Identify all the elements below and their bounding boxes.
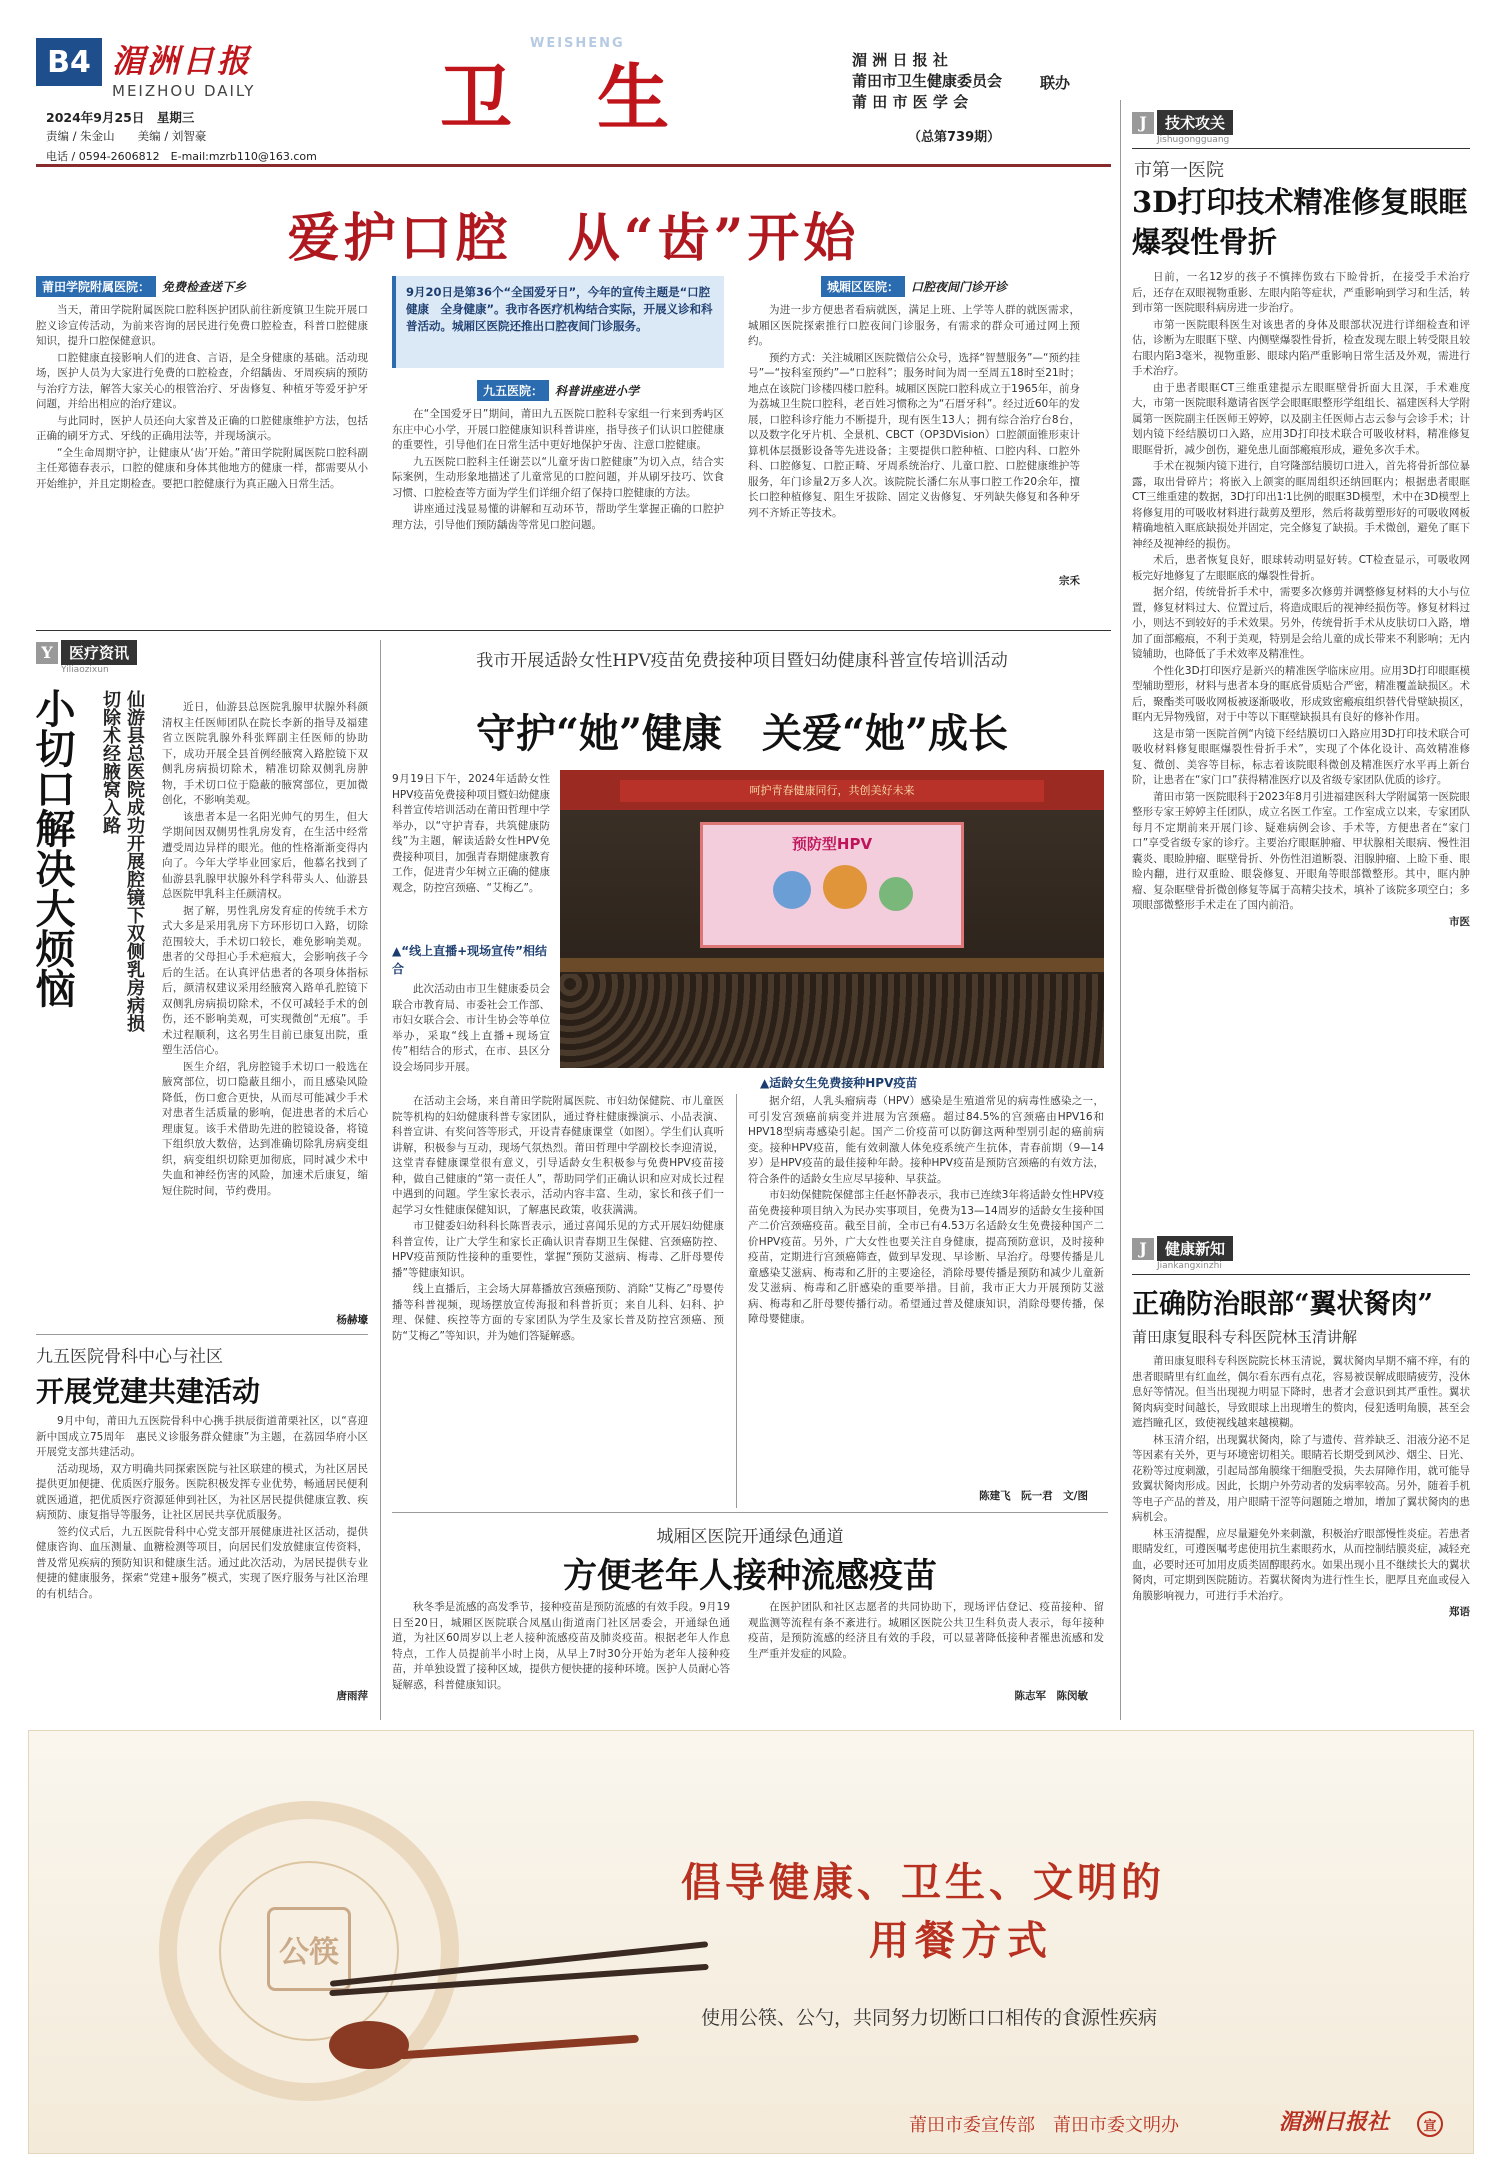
eye-body [1132, 1354, 1470, 1700]
paragraph: 莆田市第一医院眼科于2023年8月引进福建医科大学附属第一医院眼整形专家王婷婷主任团队，成立名医工作室。工作室成立以来，专家团队每月不定期前来开展门诊、疑难病例会诊、手术等，方便患者在“家门口”享受省级专家的诊疗。主要治疗眼眶肿瘤、甲状腺相关眼病、慢性泪囊炎、眼睑肿瘤、眶壁骨折、外伤性泪道断裂、泪腺肿瘤、上睑下垂、眼睑内翻，进行双重睑、眼袋修复、开眼角等眼部微整形。其中，眶内肿瘤、复杂眶壁骨折微创修复等属于高精尖技术，填补了该院多项空白；多项眼部微整形手术走在了国内前沿。 [1132, 790, 1470, 911]
news-badge-letter: Y [36, 642, 58, 664]
hpv-byline: 陈建飞 阮一君 文/图 [979, 1490, 1088, 1502]
hpv-photo-caption: ▲适龄女生免费接种HPV疫苗 [760, 1076, 918, 1090]
party-headline: 开展党建共建活动 [36, 1375, 261, 1408]
paragraph: 林玉清提醒，应尽量避免外来刺激，积极治疗眼部慢性炎症。若患者眼睛发红，可遵医嘱考虑使用抗生素眼药水，从而控制结膜炎症，减轻充血，必要时还可加用皮质类固醇眼药水。如果出现小且不继续长大的翼状胬肉，可定期到医院随访。若翼状胬肉为进行性生长，肥厚且充血或侵入角膜影响视力，可进行手术治疗。 [1132, 1527, 1470, 1602]
paragraph: 为进一步方便患者看病就医，满足上班、上学等人群的就医需求，城厢区医院探索推行口腔夜间门诊服务，有需求的群众可通过网上预约。 [748, 304, 1080, 347]
paragraph: 手术在视频内镜下进行，自穹隆部结膜切口进入，首先将骨折部位暴露，取出骨碎片；将嵌入上颌窦的眶周组织还纳回眶内；根据患者眼眶CT三维重建的数据，3D打印出1∶1比例的眼眶3D模型，术中在3D模型上将修复用的可吸收材料进行裁剪及塑形，然后将裁剪塑形好的可吸收网板精确地植入眶底缺损处并固定，完全修复了缺损。手术微创，避免了眶下神经及视神经的损伤。 [1132, 460, 1470, 550]
tech-kicker: 市第一医院 [1134, 160, 1224, 181]
party-body [36, 1414, 368, 1704]
paragraph: 口腔健康直接影响人们的进食、言语，是全身健康的基础。活动现场，医护人员为大家进行免费的口腔检查，介绍龋齿、牙周疾病的预防与治疗方法，解答大家关心的根管治疗、牙齿修复、种植牙等爱牙护牙问题，并给出相应的治疗建议。 [36, 351, 368, 410]
lead-col2-sub: 科普讲座进小学 [555, 384, 640, 398]
ad-stamp: 公筷 [267, 1907, 351, 1991]
paragraph: 医生介绍，乳房腔镜手术切口一般选在腋窝部位，切口隐蔽且细小，而且感染风险降低，伤口愈合更快，从而尽可能减少手术对患者生活质量的影响，促进患者的术后心理康复。该手术借助先进的腔镜设备，将镜下组织放大数倍，达到准确切除乳房病变组织，病变组织切除更加彻底，同时减少术中失血和神经伤害的风险，加速术后康复，缩短住院时间，节约费用。 [162, 1060, 368, 1197]
ad-panel [28, 1730, 1474, 2154]
ad-headline-1: 倡导健康、卫生、文明的 [681, 1859, 1165, 1906]
lead-col2-tag: 九五医院： [477, 380, 549, 401]
hpv-headline: 守护“她”健康 关爱“她”成长 [475, 710, 1009, 757]
flu-left-body: 秋冬季是流感的高发季节，接种疫苗是预防流感的有效手段。9月19日至20日，城厢区医院联合凤凰山街道南门社区居委会，开通绿色通道，为社区60周岁以上老人接种流感疫苗及肺炎疫苗。根据老年人作息特点，工作人员提前半小时上岗，从早上7时30分开始为老年人接种疫苗，并单独设置了接种区域，提供方便快捷的接种环境。医护人员耐心答疑解惑，科普健康知识。 [392, 1601, 730, 1691]
lead-col2 [392, 380, 724, 603]
paragraph: 9月中旬，莆田九五医院骨科中心携手拱辰街道莆栗社区，以“喜迎新中国成立75周年 惠民义诊服务群众健康”为主题，在荔园华府小区开展党支部共建活动。 [36, 1415, 368, 1458]
paragraph: 签约仪式后，九五医院骨科中心党支部开展健康进社区活动，提供健康咨询、血压测量、血糖检测等项目，向居民们发放健康宣传资料，普及常见疾病的预防知识和健康生活。通过此次活动，为居民提供专业便捷的健康服务，探索“党建+服务”模式，实现了医疗服务与社区治理的有机结合。 [36, 1525, 368, 1600]
ad-sponsors: 莆田市委宣传部 莆田市委文明办 [909, 2115, 1179, 2136]
joint-label: 联办 [1040, 74, 1071, 92]
lead-col3-sub: 口腔夜间门诊开诊 [911, 280, 1008, 294]
divider [1132, 1274, 1470, 1275]
news-section-label: 医疗资讯 [61, 640, 137, 665]
paragraph: 近日，仙游县总医院乳腺甲状腺外科颜清权主任医师团队在院长李新的指导及福建省立医院乳腺外科张辉副主任医师的协助下，成功开展全县首例经腋窝入路腔镜下双侧乳房病损切除术，精准切除双侧乳房肿物，手术切口位于隐蔽的腋窝部位，更加微创化，不影响美观。 [162, 701, 368, 806]
page-number-badge: B4 [36, 38, 102, 86]
paragraph: 在活动主会场，来自莆田学院附属医院、市妇幼保健院、市儿童医院等机构的妇幼健康科普专家团队，通过脊柱健康操演示、小品表演、科普宣讲、有奖问答等形式，开设青春健康课堂（如图）。学生们认真听讲解，积极参与互动，现场气氛热烈。莆田哲理中学副校长李迎清说，这堂青春健康课堂很有意义，引导适龄女生积极参与免费HPV疫苗接种，做自己健康的“第一责任人”，帮助同学们正确认识和应对成长过程中遇到的问题。学生家长表示，活动内容丰富、生动，家长和孩子们一起学习女性健康保健知识，了解惠民政策，收获满满。 [392, 1095, 724, 1216]
hpv-intro: 9月19日下午，2024年适龄女性HPV疫苗免费接种项目暨妇幼健康科普宣传培训活动在莆田哲理中学举办，以“守护青春，共筑健康防线”为主题，解读适龄女性HPV免费接种项目，加强青春期健康教育工作，促进青少年树立正确的健康观念，防控宫颈癌、“艾梅乙”。 [392, 773, 550, 894]
divider [1132, 148, 1470, 149]
eye-subhead: 莆田康复眼科专科医院林玉清讲解 [1132, 1328, 1358, 1346]
eye-byline: 郑语 [1449, 1606, 1470, 1618]
eye-section-pinyin: Jiankangxinzhi [1157, 1261, 1222, 1271]
paper-pinyin: MEIZHOU DAILY [112, 82, 256, 100]
virus-cartoon [773, 871, 811, 909]
tech-section-badge [1132, 110, 1233, 145]
hpv-left-body-2 [392, 1094, 724, 1504]
paragraph: 市妇幼保健院保健部主任赵怀静表示，我市已连续3年将适龄女性HPV疫苗免费接种项目纳入为民办实事项目，免费为13—14周岁的适龄女生接种国产二价宫颈癌疫苗。截至目前，全市已有4.53万名适龄女生免费接种国产二价HPV疫苗。另外，广大女性也要关注自身健康，提高预防意识，及时接种疫苗，定期进行宫颈癌筛查，做到早发现、早诊断、早治疗。母婴传播是儿童感染艾滋病、梅毒和乙肝的主要途径，消除母婴传播是预防和减少儿童新发艾滋病、梅毒和乙肝感染的重要举措。目前，我市正大力开展预防艾滋病、梅毒和乙肝母婴传播行动。希望通过普及健康知识，消除母婴传播，保障母婴健康。 [748, 1189, 1104, 1325]
paragraph: 当天，莆田学院附属医院口腔科医护团队前往新度镇卫生院开展口腔义诊宣传活动，为前来咨询的居民进行免费口腔检查，科普口腔健康知识，提升口腔保健意识。 [36, 304, 368, 347]
news-section-badge [36, 640, 137, 675]
divider [392, 1512, 1108, 1513]
tech-section-pinyin: Jishugongguang [1157, 135, 1230, 145]
stage-screen [700, 822, 964, 948]
paragraph: 由于患者眼眶CT三维重建提示左眼眶壁骨折面大且深，手术难度大，市第一医院眼科邀请省医学会眼眶眼整形学组组长、福建医科大学附属第一医院副主任医师王婷婷，以及副主任医师占志云参与会诊手术；计划内镜下经结膜切口入路，应用3D打印技术联合可吸收材料，精准修复眼眶骨折，减少创伤，避免患儿面部瘢痕形成，避免多次手术。 [1132, 381, 1470, 456]
paragraph: 线上直播后，主会场大屏幕播放宫颈癌预防、消除“艾梅乙”母婴传播等科普视频，现场摆放宣传海报和科普折页；来自儿科、妇科、护理、保健、疾控等方面的专家团队为学生及家长普及防控宫颈癌、预防“艾梅乙”等知识，并为她们答疑解惑。 [392, 1283, 724, 1342]
paragraph: 个性化3D打印医疗是新兴的精准医学临床应用。应用3D打印眼眶模型辅助塑形，材料与患者本身的眶底骨质贴合严密，精准覆盖缺损区。术后，聚酯类可吸收网板被逐渐吸收，形成致密瘢痕组织替代骨壁缺损区，眶内无异物残留，对于中等以下眶壁缺损具有良好的修补作用。 [1132, 664, 1470, 723]
sponsor-2: 莆田市卫生健康委员会 [852, 72, 1003, 90]
hpv-left-body [392, 982, 550, 1092]
spoon-handle [399, 2035, 639, 2060]
flu-byline: 陈志军 陈闵敏 [1014, 1690, 1088, 1702]
contact-line: 电话 / 0594-2606812 E-mail:mzrb110@163.com [46, 150, 317, 163]
paragraph: 活动现场，双方明确共同探索医院与社区联建的模式，为社区居民提供更加便捷、优质医疗服务。医院积极发挥专业优势，畅通居民便利就医通道，把优质医疗资源延伸到社区，为社区居民提供健康宣教、疾病预防、康复指导等服务，让社区居民共享优质服务。 [36, 1462, 368, 1521]
lead-col3 [748, 276, 1080, 588]
paragraph: 术后，患者恢复良好，眼球转动明显好转。CT检查显示，可吸收网板完好地修复了左眼眶底的爆裂性骨折。 [1132, 554, 1470, 582]
divider [736, 1094, 737, 1508]
lead-col1 [36, 276, 368, 593]
paragraph: 莆田康复眼科专科医院院长林玉清说，翼状胬肉早期不痛不痒，有的患者眼睛里有红血丝，偶尔看东西有点花，容易被误解成眼睛疲劳，没休息好等情况。但当出现视力明显下降时，患者才会意识到其严重性。翼状胬肉病变时间越长，导致眼球上出现增生的赘肉，侵犯透明角膜，甚至会遮挡瞳孔区，致使视线越来越模糊。 [1132, 1355, 1470, 1429]
screen-title: 预防型HPV [791, 835, 873, 853]
flu-kicker: 城厢区医院开通绿色通道 [656, 1527, 844, 1547]
tech-headline: 3D打印技术精准修复眼眶爆裂性骨折 [1132, 185, 1468, 259]
divider [1120, 100, 1121, 1720]
paragraph: 市第一医院眼科医生对该患者的身体及眼部状况进行详细检查和评估，诊断为左眼眶下壁、内侧壁爆裂性骨折，检查发现左眼上转受限且较右眼内陷3毫米，视物重影、眼球内陷严重影响日常生活及外观，需进行手术治疗。 [1132, 318, 1470, 377]
paragraph: 林玉清介绍，出现翼状胬肉，除了与遗传、营养缺乏、泪液分泌不足等因素有关外，更与环境密切相关。眼睛若长期受到风沙、烟尘、日光、花粉等过度刺激，引起局部角膜缘干细胞受损，失去屏障作用，就可能导致翼状胬肉形成。因此，长期户外劳动者的发病率较高。另外，随着手机等电子产品的普及，用户眼睛干涩等问题随之增加，增加了翼状胬肉的患病机会。 [1132, 1433, 1470, 1523]
ad-paper-logo: 湄洲日报社 [1279, 2109, 1390, 2135]
news-byline: 杨赫壕 [336, 1314, 368, 1326]
paragraph: 与此同时，医护人员还向大家普及正确的口腔健康维护方法，包括正确的刷牙方式、牙线的正确用法等，并现场演示。 [36, 414, 368, 442]
ad-paper-seal: 宣 [1417, 2111, 1443, 2137]
paragraph: 这是市第一医院首例“内镜下经结膜切口入路应用3D打印技术联合可吸收材料修复眼眶爆裂性骨折手术”，实现了个体化设计、高效精准修复、微创、美容等目标，标志着该院眼科微创及精准医疗水平再上新台阶，让患者在“家门口”获得精准医疗以及省级专家团队优质的诊疗。 [1132, 727, 1470, 786]
masthead-rule [36, 164, 1111, 167]
eye-section-badge [1132, 1236, 1233, 1271]
lead-col1-tag: 莆田学院附属医院： [36, 276, 156, 297]
lead-byline: 宗禾 [1059, 575, 1080, 587]
flu-right-body: 在医护团队和社区志愿者的共同协助下，现场评估登记、疫苗接种、留观监测等流程有条不紊进行。城厢区医院公共卫生科负责人表示，每年接种疫苗，是预防流感的经济且有效的手段，可以显著降低接种者罹患流感和发生严重并发症的风险。 [748, 1601, 1104, 1660]
editors-line: 责编 / 朱金山 美编 / 刘智豪 [46, 129, 207, 143]
virus-cartoon [823, 865, 867, 909]
news-body [36, 700, 368, 1330]
lead-col1-sub: 免费检查送下乡 [162, 280, 247, 294]
paragraph: 据介绍，传统骨折手术中，需要多次修剪并调整修复材料的大小与位置，修复材料过大、位置过后，将造成眼后的视神经损伤等。修复材料过小，则达不到较好的手术效果。另外，传统骨折手术从皮肤切口入路，增加了面部瘢痕，不利于美观，特别是会给儿童的成长带来不利影响；无内镜辅助，也降低了手术效率及精准性。 [1132, 586, 1470, 660]
paper-logo: 湄洲日报 [112, 42, 253, 80]
hpv-kicker: 我市开展适龄女性HPV疫苗免费接种项目暨妇幼健康科普宣传培训活动 [476, 651, 1008, 671]
spoon-icon [329, 2021, 409, 2069]
virus-cartoon [879, 877, 913, 911]
section-pinyin: WEISHENG [530, 36, 625, 51]
hpv-subhead: ▲“线上直播+现场宣传”相结合 [392, 944, 548, 976]
paragraph: 讲座通过浅显易懂的讲解和互动环节，帮助学生掌握正确的口腔护理方法，引导他们预防龋齿等常见口腔问题。 [392, 503, 724, 531]
ad-headline-2: 用餐方式 [869, 1917, 1053, 1964]
paragraph: 预约方式：关注城厢区医院微信公众号，选择“智慧服务”—“预约挂号”—“按科室预约”—“口腔科”；服务时间为周一至周五18时至21时；地点在该院门诊楼四楼口腔科。城厢区医院口腔科成立于1965年，前身为荔城卫生院口腔科，老百姓习惯称之为“石厝牙科”。经过近60年的发展，口腔科诊疗能力不断提升，现有医生13人；拥有综合治疗台8台，以及数字化牙片机、全景机、CBCT（OP3DVision）口腔颌面锥形束计算机体层摄影设备等先进设备；主要提供口腔种植、口腔内科、口腔外科、口腔修复、口腔正畸、牙周系统治疗、儿童口腔、口腔健康维护等服务，年门诊量2万多人次。该院院长潘仁东从事口腔工作20余年，擅长口腔种植修复、阻生牙拔除、固定义齿修复、牙列缺失修复和各种牙列不齐矫正等技术。 [748, 351, 1080, 519]
date-line: 2024年9月25日 星期三 [46, 110, 195, 125]
eye-badge-letter: J [1132, 1238, 1154, 1260]
news-section-pinyin: Yiliaozixun [61, 665, 109, 675]
lead-intro-box: 9月20日是第36个“全国爱牙日”，今年的宣传主题是“口腔健康 全身健康”。我市各医疗机构结合实际，开展义诊和科普活动。城厢区医院还推出口腔夜间门诊服务。 [392, 276, 724, 368]
hpv-photo [560, 770, 1104, 1068]
news-subhead: 仙游县总医院成功开展腔镜下双侧乳房病损切除术经腋窝入路 [100, 690, 145, 1032]
lead-col3-tag: 城厢区医院： [821, 276, 905, 297]
paragraph: 此次活动由市卫生健康委员会联合市教育局、市委社会工作部、市妇女联合会、市计生协会等单位举办，采取“线上直播+现场宣传”相结合的形式，在市、县区分设会场同步开展。 [392, 983, 550, 1073]
sponsor-1: 湄 洲 日 报 社 [852, 51, 948, 69]
section-title: 卫 生 [440, 55, 700, 140]
divider [36, 630, 1111, 631]
paragraph: “全生命周期守护，让健康从‘齿’开始。”莆田学院附属医院口腔科副主任郑德春表示，口腔的健康和身体其他地方的健康一样，都需要从小开始维护，并且定期检查。要把口腔健康行为真正融入日常生活。 [36, 446, 368, 490]
audience [560, 974, 1104, 1068]
tech-badge-letter: J [1132, 112, 1154, 134]
flu-headline: 方便老年人接种流感疫苗 [563, 1556, 937, 1596]
paragraph: 该患者本是一名阳光帅气的男生，但大学期间因双侧男性乳房发育，在生活中经常遭受周边异样的眼光。他的性格渐渐变得内向了。今年大学毕业回家后，他慕名找到了仙游县乳腺甲状腺外科学科带头人、仙游县总医院甲乳科主任颜清权。 [162, 810, 368, 900]
paragraph: 市卫健委妇幼科科长陈晋表示，通过喜闻乐见的方式开展妇幼健康科普宣传，让广大学生和家长正确认识青春期卫生保健、宫颈癌防控、HPV疫苗预防性接种的重要性，掌握“预防艾滋病、梅毒、乙肝母婴传播”等健康知识。 [392, 1220, 724, 1279]
paragraph: 在“全国爱牙日”期间，莆田九五医院口腔科专家组一行来到秀屿区东庄中心小学，开展口腔健康知识科普讲座，指导孩子们认识口腔健康的重要性，引导他们在日常生活中更好地保护牙齿、注意口腔健康。 [392, 408, 724, 451]
paragraph: 据介绍，人乳头瘤病毒（HPV）感染是生殖道常见的病毒性感染之一，可引发宫颈癌前病变并进展为宫颈癌。超过84.5%的宫颈癌由HPV16和HPV18型病毒感染引起。国产二价疫苗可以防御这两种型别引起的癌前病变。接种HPV疫苗，能有效刺激人体免疫系统产生抗体，青春前期（9—14岁）是HPV疫苗的最佳接种年龄。接种HPV疫苗是预防宫颈癌的有效方法，符合条件的适龄女生应尽早接种、早获益。 [748, 1095, 1104, 1185]
party-byline: 唐雨萍 [336, 1690, 368, 1702]
sponsor-block [852, 50, 1002, 113]
stage-floor [560, 958, 1104, 972]
tech-section-label: 技术攻关 [1157, 110, 1233, 135]
divider [36, 1334, 368, 1335]
party-kicker: 九五医院骨科中心与社区 [36, 1347, 223, 1367]
eye-section-label: 健康新知 [1157, 1236, 1233, 1261]
paragraph: 据了解，男性乳房发育症的传统手术方式大多是采用乳房下方环形切口入路，切除范围较大，手术切口较长，难免影响美观。患者的父母担心手术疤痕大，会影响孩子今后的生活。在认真评估患者的各项身体指标后，颜清权建议采用经腋窝入路单孔腔镜下双侧乳房病损切除术，不仅可减轻手术的创伤，还不影响美观，可实现微创“无痕”。手术过程顺利，这名男生目前已康复出院，重塑生活信心。 [162, 904, 368, 1056]
hpv-right-body [748, 1094, 1104, 1484]
stage-banner: 呵护青春健康同行，共创美好未来 [620, 780, 1044, 802]
paragraph: 九五医院口腔科主任谢芸以“儿童牙齿口腔健康”为切入点，结合实际案例，生动形象地描述了儿童常见的口腔问题，并从刷牙技巧、饮食习惯、口腔检查等方面为学生们详细介绍了保持口腔健康的方法。 [392, 455, 724, 499]
lead-headline: 爱护口腔 从“齿”开始 [287, 208, 860, 269]
ad-slogan: 使用公筷、公勺，共同努力切断口口相传的食源性疾病 [701, 2007, 1158, 2029]
sponsor-3: 莆 田 市 医 学 会 [852, 93, 969, 111]
issue-number: （总第739期） [908, 130, 1001, 145]
tech-body [1132, 270, 1470, 1270]
tech-byline: 市医 [1449, 915, 1470, 928]
divider [380, 640, 381, 1720]
news-headline: 小切口解决大烦恼 [29, 688, 76, 1008]
paragraph: 日前，一名12岁的孩子不慎摔伤致右下睑骨折，在接受手术治疗后，还存在双眼视物重影、左眼内陷等症状，严重影响到学习和生活，转到市第一医院眼科病房进一步治疗。 [1132, 271, 1470, 314]
eye-headline: 正确防治眼部“翼状胬肉” [1132, 1289, 1434, 1320]
